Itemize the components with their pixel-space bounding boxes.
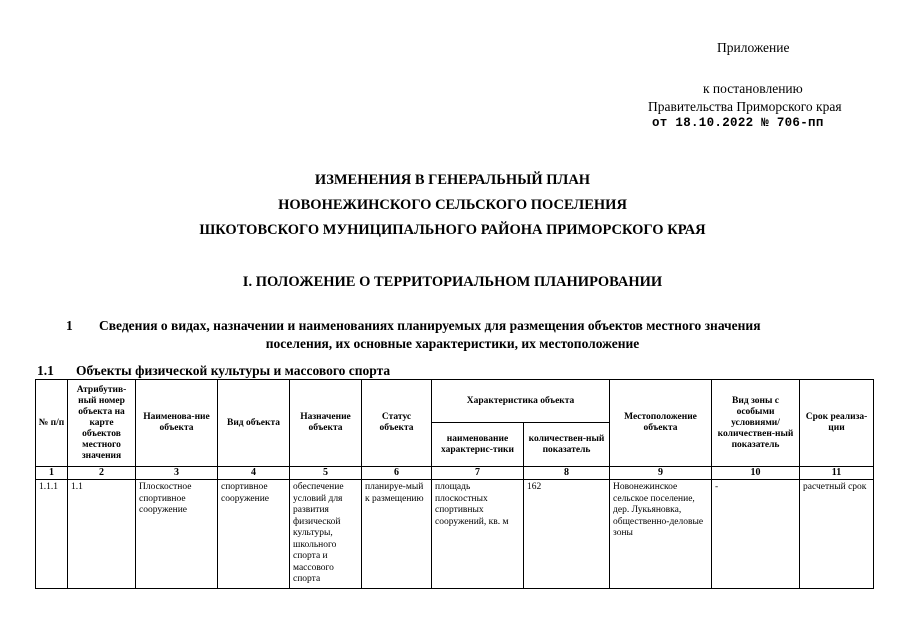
- subsection-number: 1.1: [37, 363, 54, 378]
- section-1-line-1: Сведения о видах, назначении и наименованиях планируемых для размещения объектов местного значения: [99, 318, 761, 333]
- resolution-label: к постановлению: [703, 81, 803, 96]
- col-number: 1: [36, 467, 68, 480]
- col-number: 5: [290, 467, 362, 480]
- date-number-stamp: от 18.10.2022 № 706-пп: [652, 116, 824, 130]
- appendix-label: Приложение: [717, 40, 790, 55]
- title-line-2: НОВОНЕЖИНСКОГО СЕЛЬСКОГО ПОСЕЛЕНИЯ: [278, 197, 627, 213]
- title-line-1: ИЗМЕНЕНИЯ В ГЕНЕРАЛЬНЫЙ ПЛАН: [314, 172, 591, 188]
- header-characteristics: Характеристика объекта: [432, 380, 610, 423]
- section-1-line-2: поселения, их основные характеристики, их местоположение: [265, 336, 640, 351]
- government-label: Правительства Приморского края: [648, 99, 842, 114]
- cell-status: планируе-мый к размещению: [362, 480, 432, 589]
- col-number: 10: [712, 467, 800, 480]
- col-number: 4: [218, 467, 290, 480]
- section-1-number: 1: [66, 318, 73, 333]
- cell-num: 1.1.1: [36, 480, 68, 589]
- header-kind: Вид объекта: [218, 380, 290, 467]
- cell-zone: -: [712, 480, 800, 589]
- header-purpose: Назначение объекта: [290, 380, 362, 467]
- cell-kind: спортивное сооружение: [218, 480, 290, 589]
- title-line-3: ШКОТОВСКОГО МУНИЦИПАЛЬНОГО РАЙОНА ПРИМОРСКОГО КРАЯ: [199, 222, 706, 238]
- cell-location: Новонежинское сельское поселение, дер. Лукьяновка, общественно-деловые зоны: [610, 480, 712, 589]
- table-row: [36, 480, 874, 589]
- header-char-name: наименование характерис-тики: [432, 423, 524, 467]
- header-char-value: количествен-ный показатель: [524, 423, 610, 467]
- cell-char-value: 162: [524, 480, 610, 589]
- col-number: 9: [610, 467, 712, 480]
- cell-term: расчетный срок: [800, 480, 874, 589]
- header-num: № п/п: [36, 380, 68, 467]
- col-number: 3: [136, 467, 218, 480]
- header-zone: Вид зоны с особыми условиями/ количествен-ный показатель: [712, 380, 800, 467]
- objects-table: [35, 379, 874, 589]
- cell-name: Плоскостное спортивное сооружение: [136, 480, 218, 589]
- header-attr: Атрибутив-ный номер объекта на карте объектов местного значения: [68, 380, 136, 467]
- cell-attr: 1.1: [68, 480, 136, 589]
- header-name: Наименова-ние объекта: [136, 380, 218, 467]
- header-term: Срок реализа-ции: [800, 380, 874, 467]
- col-number: 7: [432, 467, 524, 480]
- col-number: 6: [362, 467, 432, 480]
- subsection-title: Объекты физической культуры и массового спорта: [76, 363, 391, 378]
- header-status: Статус объекта: [362, 380, 432, 467]
- col-number: 2: [68, 467, 136, 480]
- col-number: 11: [800, 467, 874, 480]
- cell-purpose: обеспечение условий для развития физической культуры, школьного спорта и массового спорта: [290, 480, 362, 589]
- section-heading: I. ПОЛОЖЕНИЕ О ТЕРРИТОРИАЛЬНОМ ПЛАНИРОВАНИИ: [242, 274, 663, 290]
- col-number: 8: [524, 467, 610, 480]
- cell-char-name: площадь плоскостных спортивных сооружений, кв. м: [432, 480, 524, 589]
- header-location: Местоположение объекта: [610, 380, 712, 467]
